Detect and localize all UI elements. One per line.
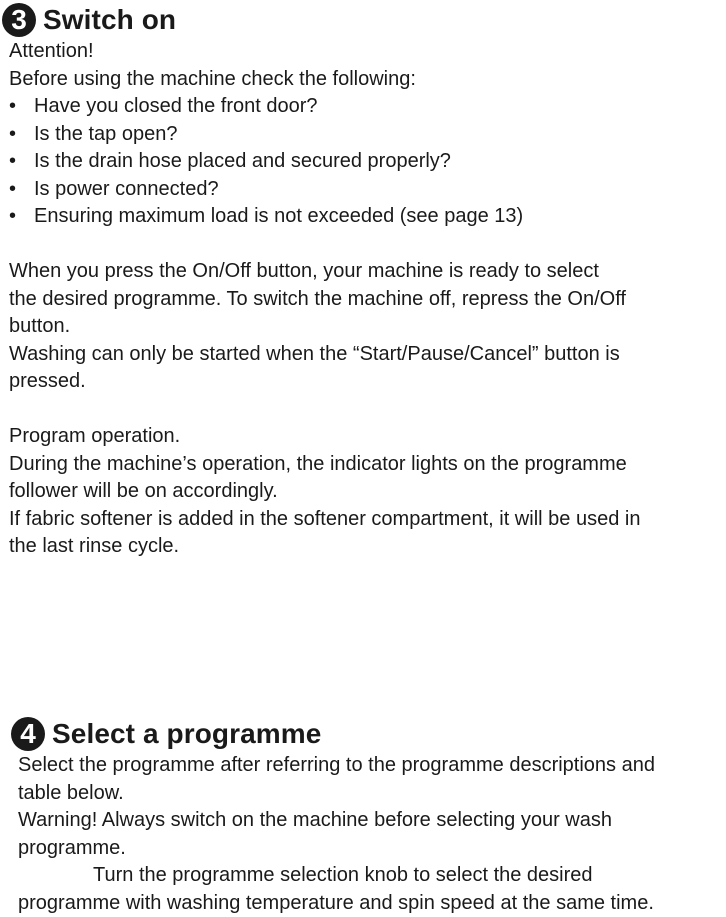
paragraph-line: pressed. [9, 368, 726, 396]
bullet: • [9, 148, 34, 176]
paragraph-line: button. [9, 313, 726, 341]
section-switch-on [0, 2, 726, 561]
section-title: Switch on [43, 6, 176, 34]
paragraph-line: Washing can only be started when the “Start/Pause/Cancel” button is [9, 341, 726, 369]
paragraph-line: programme. [18, 835, 726, 863]
list-item-text: Is power connected? [34, 176, 219, 204]
list-item [9, 93, 726, 121]
bullet: • [9, 203, 34, 231]
section-body [0, 38, 726, 561]
program-operation-heading: Program operation. [9, 423, 726, 451]
section-select-programme [0, 716, 726, 917]
list-item-text: Have you closed the front door? [34, 93, 318, 121]
paragraph-line: If fabric softener is added in the softener compartment, it will be used in [9, 506, 726, 534]
paragraph-line: programme with washing temperature and spin speed at the same time. [18, 890, 726, 917]
list-item [9, 121, 726, 149]
paragraph-line: follower will be on accordingly. [9, 478, 726, 506]
section-title: Select a programme [52, 720, 321, 748]
paragraph-line: When you press the On/Off button, your machine is ready to select [9, 258, 726, 286]
bullet: • [9, 93, 34, 121]
list-item-text: Is the tap open? [34, 121, 177, 149]
paragraph-line: Turn the programme selection knob to select the desired [18, 862, 726, 890]
paragraph-line: the desired programme. To switch the machine off, repress the On/Off [9, 286, 726, 314]
section-body [0, 752, 726, 917]
list-item-text: Ensuring maximum load is not exceeded (see page 13) [34, 203, 523, 231]
paragraph-line: the last rinse cycle. [9, 533, 726, 561]
intro-text: Before using the machine check the following: [9, 66, 726, 94]
step-number-badge: 3 [2, 3, 36, 37]
bullet: • [9, 176, 34, 204]
paragraph-line: Select the programme after referring to the programme descriptions and [18, 752, 726, 780]
list-item-text: Is the drain hose placed and secured properly? [34, 148, 451, 176]
list-item [9, 148, 726, 176]
list-item [9, 176, 726, 204]
spacer [9, 231, 726, 259]
section-heading [11, 716, 726, 752]
section-heading [2, 2, 726, 38]
paragraph-line: During the machine’s operation, the indicator lights on the programme [9, 451, 726, 479]
attention-text: Attention! [9, 38, 726, 66]
paragraph-line: table below. [18, 780, 726, 808]
step-number-badge: 4 [11, 717, 45, 751]
list-item [9, 203, 726, 231]
checklist [9, 93, 726, 231]
paragraph-line: Warning! Always switch on the machine before selecting your wash [18, 807, 726, 835]
spacer [9, 396, 726, 424]
bullet: • [9, 121, 34, 149]
